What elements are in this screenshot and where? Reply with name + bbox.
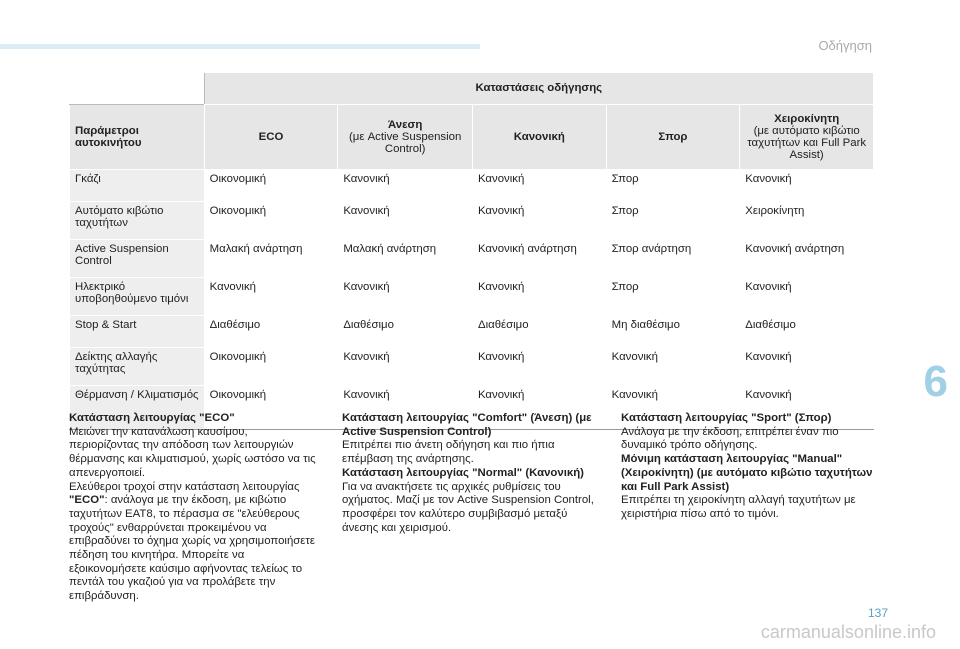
eco-mode-description: Μειώνει την κατανάλωση καυσίμου, περιορίζοντας την απόδοση των λειτουργιών θέρμανσης και κλιματισμού, χωρίς ωστόσο να τις απενεργοποιεί. [69, 425, 316, 479]
table-cell: Μαλακή ανάρτηση [338, 239, 473, 277]
table-cell: Κανονική ανάρτηση [740, 239, 874, 277]
table-cell: Κανονική [204, 277, 338, 315]
column-header: Κανονική [472, 104, 606, 169]
table-cell: Κανονική [472, 201, 606, 239]
table-cell: Οικονομική [204, 347, 338, 385]
chapter-number: 6 [923, 357, 948, 406]
table-cell: Κανονική [472, 277, 606, 315]
table-cell: Μη διαθέσιμο [606, 315, 740, 347]
table-row [70, 347, 874, 385]
table-cell: Κανονική [338, 169, 473, 201]
table-cell: Σπορ [606, 201, 740, 239]
table-corner [70, 73, 205, 105]
table-row [70, 169, 874, 201]
table-row [70, 277, 874, 315]
table-cell: Ηλεκτρικό υποβοηθούμενο τιμόνι [70, 277, 205, 315]
table-group-row [70, 73, 874, 105]
table-cell: Κανονική [338, 277, 473, 315]
page-number: 137 [867, 606, 888, 620]
manual-mode-heading: Μόνιμη κατάσταση λειτουργίας "Manual" (Χειροκίνητη) (με αυτόματο κιβώτιο ταχυτήτων και Full Park Assist) [621, 453, 873, 493]
table-cell: Κανονική [606, 385, 740, 429]
table-cell: Οικονομική [204, 169, 338, 201]
sport-mode-description: Ανάλογα με την έκδοση, επιτρέπει έναν πιο δυναμικό τρόπο οδήγησης. [621, 425, 839, 452]
table-cell: Γκάζι [70, 169, 205, 201]
table-cell: Κανονική [472, 347, 606, 385]
table-cell: Δείκτης αλλαγής ταχύτητας [70, 347, 205, 385]
comfort-mode-description: Επιτρέπει πιο άνετη οδήγηση και πιο ήπια επέμβαση της ανάρτησης. [342, 439, 555, 466]
table-cell: Κανονική ανάρτηση [472, 239, 606, 277]
table-cell: Κανονική [338, 385, 473, 429]
text-column-comfort-normal [342, 412, 597, 535]
normal-mode-heading: Κατάσταση λειτουργίας "Normal" (Κανονική) [342, 466, 584, 479]
watermark: carmanualsonline.info [760, 622, 936, 642]
text-column-eco [69, 412, 317, 604]
header-accent-bar [0, 44, 480, 49]
section-title: Οδήγηση [818, 38, 872, 53]
table-cell: Οικονομική [204, 201, 338, 239]
normal-mode-description: Για να ανακτήσετε τις αρχικές ρυθμίσεις του οχήματος. Μαζί με τον Active Suspension Control, προσφέρει τον καλύτερο συμβιβασμό μεταξύ άνεσης και χειρισμού. [342, 480, 594, 534]
eco-mode-heading: Κατάσταση λειτουργίας "ECO" [69, 412, 235, 424]
table-cell: Διαθέσιμο [472, 315, 606, 347]
text-column-sport-manual [621, 412, 876, 522]
table-cell: Κανονική [472, 169, 606, 201]
table-cell: Κανονική [338, 201, 473, 239]
manual-mode-description: Επιτρέπει τη χειροκίνητη αλλαγή ταχυτήτων με χειριστήρια πίσω από το τιμόνι. [621, 494, 856, 520]
table-cell: Σπορ [606, 169, 740, 201]
table-row [70, 239, 874, 277]
sport-mode-heading: Κατάσταση λειτουργίας "Sport" (Σπορ) [621, 412, 832, 424]
table-cell: Κανονική [338, 347, 473, 385]
group-header: Καταστάσεις οδήγησης [204, 73, 873, 105]
table-cell: Active Suspension Control [70, 239, 205, 277]
table-cell: Σπορ [606, 277, 740, 315]
column-header: ECO [204, 104, 338, 169]
table-cell: Κανονική [740, 169, 874, 201]
column-header: Χειροκίνητη (με αυτόματο κιβώτιο ταχυτήτων και Full Park Assist) [740, 104, 874, 169]
table-row [70, 315, 874, 347]
column-header: Σπορ [606, 104, 740, 169]
table-cell: Αυτόματο κιβώτιο ταχυτήτων [70, 201, 205, 239]
table-cell: Θέρμανση / Κλιματισμός [70, 385, 205, 429]
table-header-row [70, 104, 874, 169]
table-cell: Σπορ ανάρτηση [606, 239, 740, 277]
table-row [70, 201, 874, 239]
table-cell: Κανονική [740, 347, 874, 385]
eco-freewheel-paragraph: Ελεύθεροι τροχοί στην κατάσταση λειτουργίας "ECO": ανάλογα με την έκδοση, με κιβώτιο ταχυτήτων EAT8, το πέρασμα σε "ελεύθερους τροχούς" ενθαρρύνεται προκειμένου να επιβραδύνει το όχημα χωρίς να χρησιμοποιήσετε πέδηση του κινητήρα. Μπορείτε να εξοικονομήσετε καύσιμο αφήνοντας τελείως το πεντάλ του γκαζιού για να προλάβετε την επιβράδυνση. [69, 480, 315, 603]
table-cell: Stop & Start [70, 315, 205, 347]
table-cell: Οικονομική [204, 385, 338, 429]
table-cell: Διαθέσιμο [204, 315, 338, 347]
driving-modes-table [69, 72, 874, 430]
table-cell: Μαλακή ανάρτηση [204, 239, 338, 277]
table-cell: Κανονική [472, 385, 606, 429]
table-cell: Διαθέσιμο [338, 315, 473, 347]
table-cell: Χειροκίνητη [740, 201, 874, 239]
column-header: Παράμετροι αυτοκινήτου [70, 104, 205, 169]
column-header: Άνεση (με Active Suspension Control) [338, 104, 473, 169]
comfort-mode-heading: Κατάσταση λειτουργίας "Comfort" (Άνεση) (με Active Suspension Control) [342, 412, 592, 438]
table-cell: Κανονική [740, 385, 874, 429]
table-cell: Κανονική [740, 277, 874, 315]
table-cell: Διαθέσιμο [740, 315, 874, 347]
table-cell: Κανονική [606, 347, 740, 385]
